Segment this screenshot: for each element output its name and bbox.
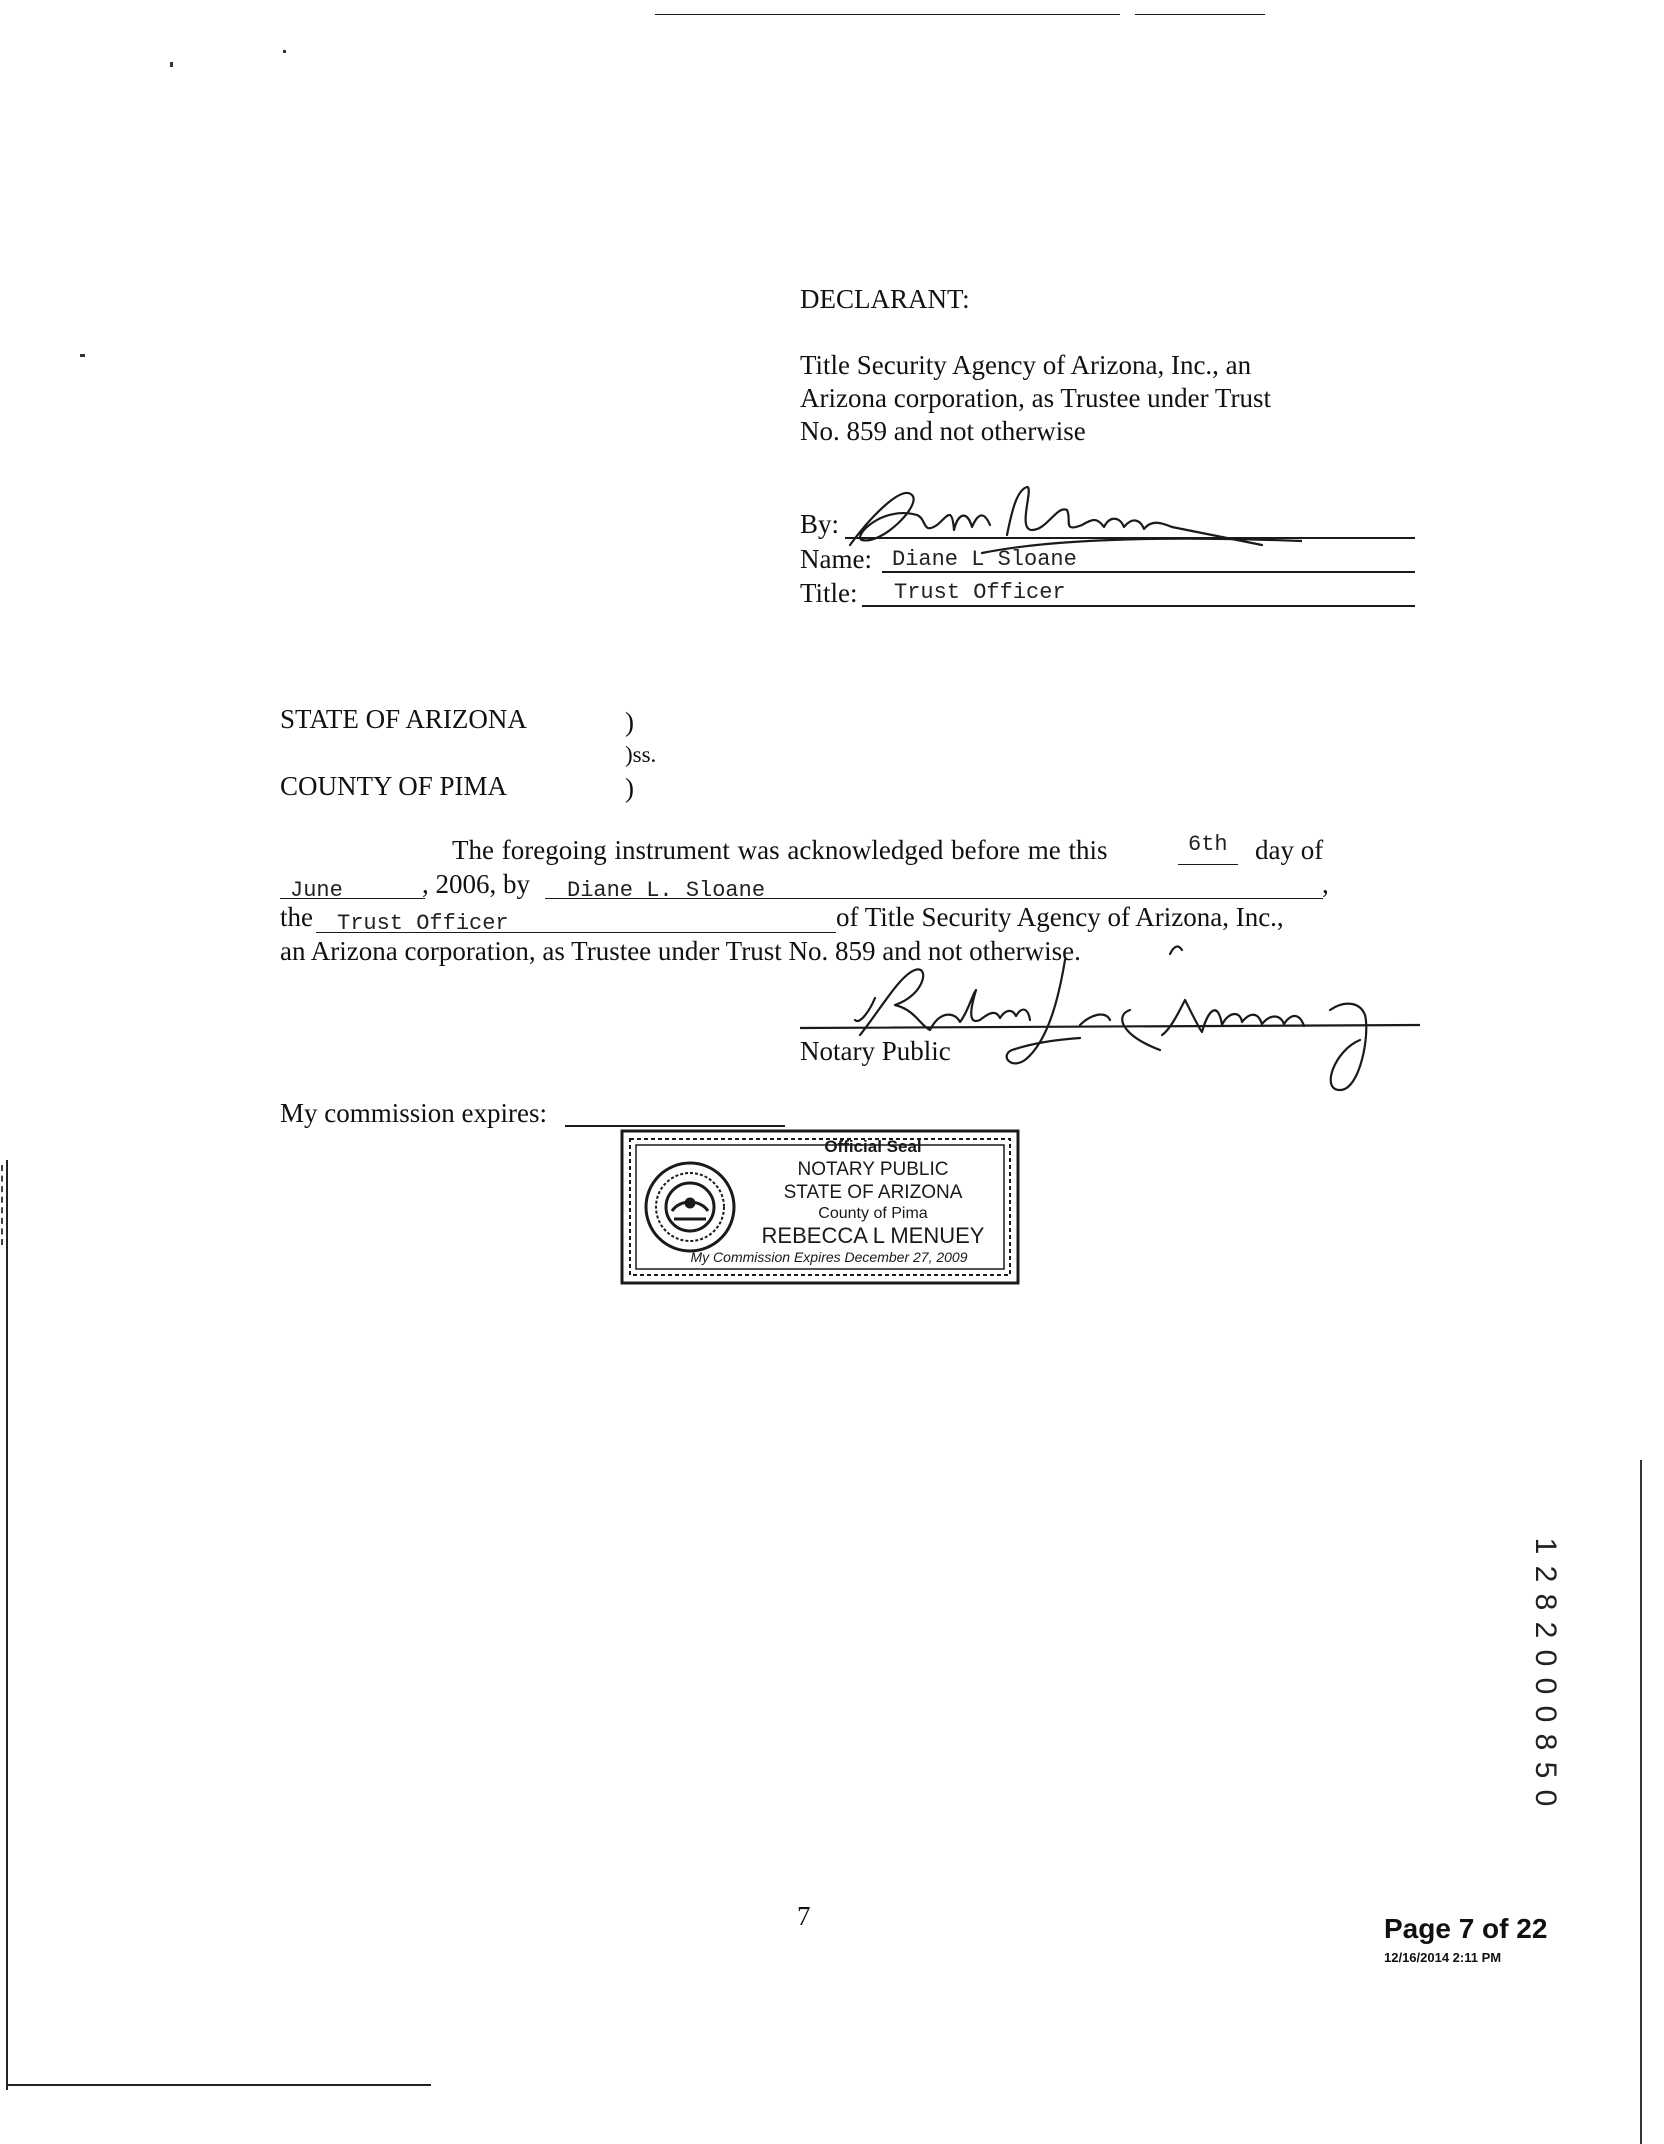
declarant-entity-line1: Title Security Agency of Arizona, Inc., an — [800, 350, 1252, 380]
seal-line-expiration: My Commission Expires December 27, 2009 — [690, 1249, 968, 1265]
scan-speck — [170, 62, 173, 67]
name-line — [882, 571, 1415, 573]
stamp-digit: 0 — [1529, 1789, 1562, 1807]
top-scan-rule-dash — [1135, 14, 1265, 15]
venue-paren-1: ) — [625, 707, 634, 737]
ack-text-e: an Arizona corporation, as Trustee under Trust No. 859 and not otherwise. — [280, 936, 1081, 966]
ack-text-a: The foregoing instrument was acknowledged before me this — [452, 835, 1108, 865]
print-timestamp: 12/16/2014 2:11 PM — [1384, 1950, 1502, 1965]
recording-number-stamp — [1530, 1532, 1564, 1812]
title-label: Title: — [800, 578, 858, 608]
title-line — [862, 605, 1415, 607]
venue-paren-2: ) — [625, 773, 634, 803]
page-number: 7 — [797, 1901, 811, 1931]
stamp-digit: 2 — [1529, 1621, 1562, 1639]
top-scan-rule — [655, 14, 1120, 15]
stamp-digit: 2 — [1529, 1565, 1562, 1583]
name-value: Diane L Sloane — [892, 547, 1077, 572]
ack-comma: , — [1322, 869, 1329, 899]
stamp-digit: 8 — [1529, 1733, 1562, 1751]
declarant-entity-line3: No. 859 and not otherwise — [800, 416, 1086, 446]
title-value: Trust Officer — [894, 580, 1066, 605]
notary-signature — [800, 940, 1420, 1100]
declarant-entity-line2: Arizona corporation, as Trustee under Trust — [800, 383, 1271, 413]
stamp-digit: 0 — [1529, 1677, 1562, 1695]
seal-line-state: STATE OF ARIZONA — [783, 1182, 963, 1203]
ack-capacity-value: Trust Officer — [337, 911, 509, 936]
name-label: Name: — [800, 544, 872, 574]
commission-label: My commission expires: — [280, 1098, 547, 1128]
seal-line-notary-name: REBECCA L MENUEY — [761, 1223, 985, 1248]
ack-text-b: day of — [1255, 835, 1324, 865]
ack-text-c: , 2006, by — [422, 869, 530, 899]
notary-seal-stamp — [618, 1127, 1022, 1287]
ack-month-value: June — [290, 878, 343, 903]
stamp-digit: 0 — [1529, 1649, 1562, 1667]
left-scan-edge — [6, 1160, 8, 2090]
venue-county: COUNTY OF PIMA — [280, 771, 508, 801]
ack-text-d: of Title Security Agency of Arizona, Inc., — [836, 902, 1284, 932]
seal-line-notary-public: NOTARY PUBLIC — [797, 1159, 949, 1180]
venue-state: STATE OF ARIZONA — [280, 704, 527, 734]
stamp-digit: 8 — [1529, 1593, 1562, 1611]
bottom-scan-edge — [6, 2084, 431, 2086]
ack-signer-line — [545, 898, 1323, 899]
ack-day-line — [1178, 864, 1238, 865]
ack-month-line — [280, 898, 425, 899]
venue-ss: )ss. — [625, 742, 657, 767]
stamp-digit: 0 — [1529, 1705, 1562, 1723]
notary-public-label: Notary Public — [800, 1036, 951, 1066]
stamp-digit: 1 — [1529, 1537, 1562, 1555]
by-label: By: — [800, 509, 840, 539]
stamp-digit: 5 — [1529, 1761, 1562, 1779]
arizona-state-seal-icon — [642, 1159, 738, 1255]
ack-signer-value: Diane L. Sloane — [567, 878, 766, 903]
seal-line-county: County of Pima — [818, 1205, 928, 1222]
page-indicator: Page 7 of 22 — [1384, 1913, 1548, 1944]
ack-capacity-line — [316, 932, 836, 933]
declarant-heading: DECLARANT: — [800, 284, 970, 314]
ack-the-label: the — [280, 902, 313, 932]
ack-day-value: 6th — [1188, 832, 1228, 857]
scan-speck — [283, 50, 286, 53]
right-scan-edge — [1640, 1460, 1642, 2144]
left-scan-edge-dashes — [1, 1165, 3, 1245]
seal-line-official: Official Seal — [824, 1137, 922, 1156]
scan-speck — [80, 354, 85, 357]
